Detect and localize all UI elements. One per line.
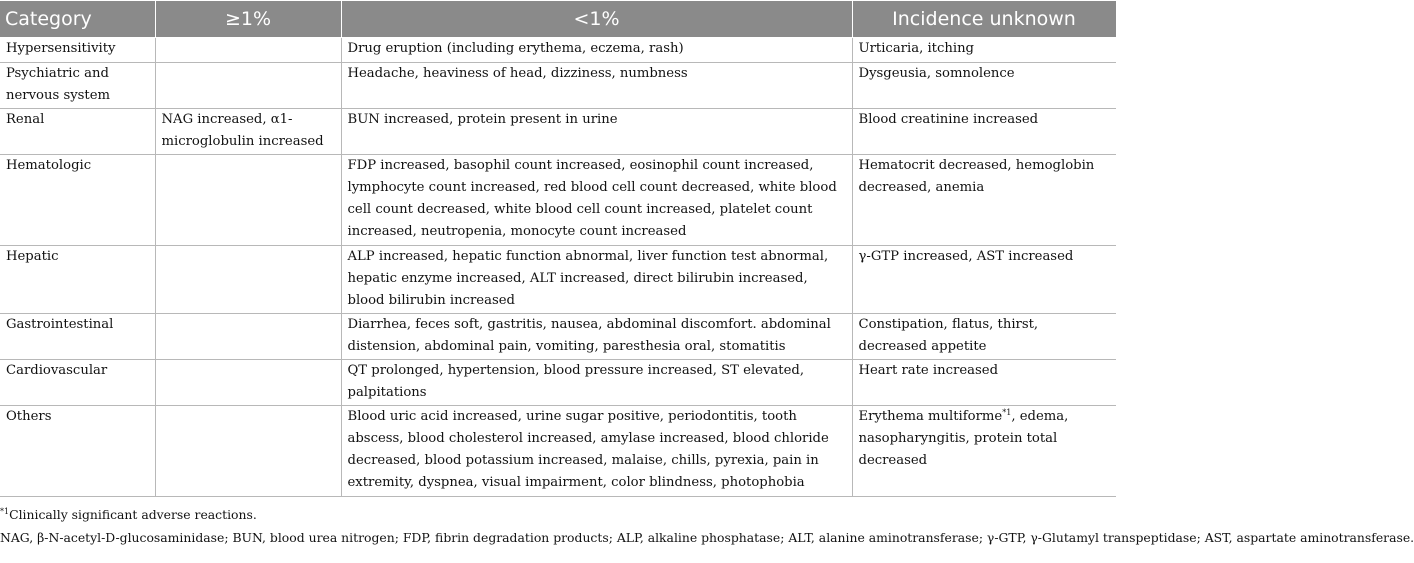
table-row: [0, 406, 1116, 497]
cell-unknown: [852, 406, 1116, 497]
footnote-significant: [0, 505, 1116, 525]
cell-ge1: [155, 246, 341, 314]
footnote-marker: *1: [1002, 408, 1012, 417]
cell-ge1: [155, 314, 341, 360]
cell-category: Cardiovascular: [0, 360, 155, 406]
cell-ge1: [155, 360, 341, 406]
cell-ge1: NAG increased, α1-microglobulin increased: [155, 109, 341, 155]
cell-ge1: [155, 406, 341, 497]
cell-lt1: BUN increased, protein present in urine: [341, 109, 852, 155]
cell-unknown: γ-GTP increased, AST increased: [852, 246, 1116, 314]
table-row: [0, 246, 1116, 314]
cell-unknown: Urticaria, itching: [852, 38, 1116, 63]
cell-category: Hepatic: [0, 246, 155, 314]
cell-category: Gastrointestinal: [0, 314, 155, 360]
table-row: [0, 63, 1116, 109]
table-header: [0, 1, 1116, 38]
header-lt1: <1%: [341, 1, 852, 38]
cell-category: Hypersensitivity: [0, 38, 155, 63]
cell-category: Psychiatric and nervous system: [0, 63, 155, 109]
cell-unknown: Heart rate increased: [852, 360, 1116, 406]
header-ge1: ≥1%: [155, 1, 341, 38]
cell-lt1: Diarrhea, feces soft, gastritis, nausea, abdominal discomfort. abdominal distension, abdominal pain, vomiting, paresthesia oral, stomatitis: [341, 314, 852, 360]
cell-unknown: Constipation, flatus, thirst, decreased appetite: [852, 314, 1116, 360]
cell-lt1: Headache, heaviness of head, dizziness, numbness: [341, 63, 852, 109]
footnote-marker: *1: [0, 507, 10, 516]
table-row: [0, 360, 1116, 406]
cell-category: Others: [0, 406, 155, 497]
cell-lt1: Blood uric acid increased, urine sugar positive, periodontitis, tooth abscess, blood cholesterol increased, amylase increased, blood chloride decreased, blood potassium increased, malaise, chills, pyrexia, pain in extremity, dyspnea, visual impairment, color blindness, photophobia: [341, 406, 852, 497]
cell-ge1: [155, 63, 341, 109]
cell-unknown: Hematocrit decreased, hemoglobin decreased, anemia: [852, 155, 1116, 246]
header-unknown: Incidence unknown: [852, 1, 1116, 38]
footnote-significant-text: Clinically significant adverse reactions.: [9, 507, 257, 522]
cell-lt1: ALP increased, hepatic function abnormal, liver function test abnormal, hepatic enzyme increased, ALT increased, direct bilirubin increased, blood bilirubin increased: [341, 246, 852, 314]
unknown-main-text: Erythema multiforme: [858, 409, 1003, 424]
table-row: [0, 314, 1116, 360]
cell-lt1: Drug eruption (including erythema, eczema, rash): [341, 38, 852, 63]
cell-ge1: [155, 155, 341, 246]
cell-category: Hematologic: [0, 155, 155, 246]
cell-category: Renal: [0, 109, 155, 155]
footnote-abbreviations: NAG, β-N-acetyl-D-glucosaminidase; BUN, blood urea nitrogen; FDP, fibrin degradation products; ALP, alkaline phosphatase; ALT, alanine aminotransferase; γ-GTP, γ-Glutamyl transpeptidase; AST, aspartate aminotransferase.: [0, 530, 1414, 545]
cell-unknown: Dysgeusia, somnolence: [852, 63, 1116, 109]
header-category: Category: [0, 1, 155, 38]
table-body: [0, 38, 1116, 497]
cell-unknown: Blood creatinine increased: [852, 109, 1116, 155]
table-row: [0, 155, 1116, 246]
cell-lt1: QT prolonged, hypertension, blood pressure increased, ST elevated, palpitations: [341, 360, 852, 406]
unknown-rest-text: , edema, nasopharyngitis, protein total decreased: [858, 409, 1069, 468]
table-row: [0, 109, 1116, 155]
table-row: [0, 38, 1116, 63]
table-footnotes: [0, 505, 1414, 548]
cell-ge1: [155, 38, 341, 63]
cell-lt1: FDP increased, basophil count increased, eosinophil count increased, lymphocyte count increased, red blood cell count decreased, white blood cell count decreased, white blood cell count increased, platelet count increased, neutropenia, monocyte count increased: [341, 155, 852, 246]
